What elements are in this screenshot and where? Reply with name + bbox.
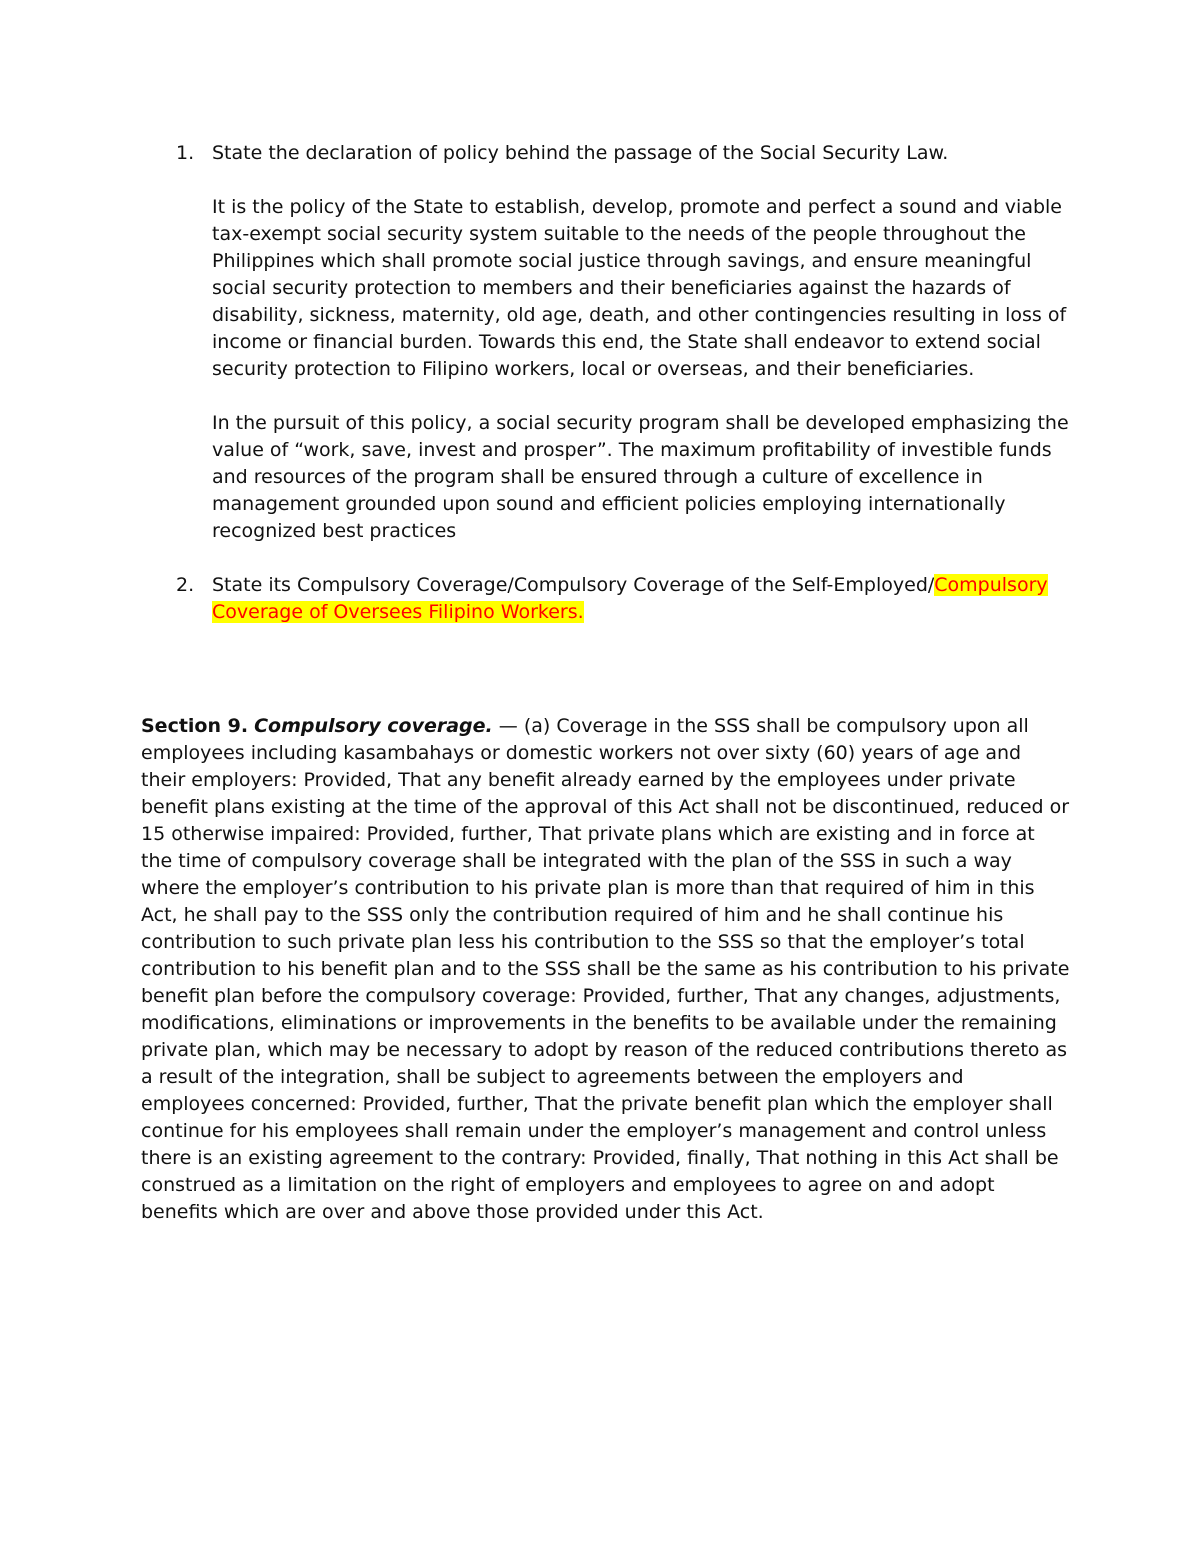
question-list	[141, 140, 1071, 626]
question-text: State the declaration of policy behind the passage of the Social Security Law.	[212, 142, 949, 164]
question-text	[212, 572, 1071, 626]
section-9-paragraph	[141, 713, 1071, 1226]
answer-paragraph: It is the policy of the State to establish, develop, promote and perfect a sound and viable tax-exempt social security system suitable to the needs of the people throughout the Philippines which shall promote social justice through savings, and ensure meaningful social security protection to members and their beneficiaries against the hazards of disability, sickness, maternity, old age, death, and other contingencies resulting in loss of income or financial burden. Towards this end, the State shall endeavor to extend social security protection to Filipino workers, local or overseas, and their beneficiaries.	[212, 196, 1067, 380]
question-item	[141, 140, 1071, 545]
highlighted-text: Compulsory Coverage of Oversees Filipino Workers.	[212, 574, 1048, 623]
list-number: 2.	[176, 574, 195, 596]
section-body: — (a) Coverage in the SSS shall be compulsory upon all employees including kasambahays or domestic workers not over sixty (60) years of age and their employers: Provided, That any benefit already earned by the employees under private benefit plans existing at the time of the approval of this Act shall not be discontinued, reduced or 15 otherwise impaired: Provided, further, That private plans which are existing and in force at the time of compulsory coverage shall be integrated with the plan of the SSS in such a way where the employer’s contribution to his private plan is more than that required of him in this Act, he shall pay to the SSS only the contribution required of him and he shall continue his contribution to such private plan less his contribution to the SSS so that the employer’s total contribution to his benefit plan and to the SSS shall be the same as his contribution to his private benefit plan before the compulsory coverage: Provided, further, That any changes, adjustments, modifications, eliminations or improvements in the benefits to be available under the remaining private plan, which may be necessary to adopt by reason of the reduced contributions thereto as a result of the integration, shall be subject to agreements between the employers and employees concerned: Provided, further, That the private benefit plan which the employer shall continue for his employees shall remain under the employer’s management and control unless there is an existing agreement to the contrary: Provided, finally, That nothing in this Act shall be construed as a limitation on the right of employers and employees to agree on and adopt benefits which are over and above those provided under this Act.	[141, 715, 1070, 1223]
section-title: Compulsory coverage.	[254, 715, 493, 737]
section-heading: Section 9.	[141, 715, 249, 737]
answer-paragraph: In the pursuit of this policy, a social security program shall be developed emphasizing the value of “work, save, invest and prosper”. The maximum profitability of investible funds and resources of the program shall be ensured through a culture of excellence in management grounded upon sound and efficient policies employing internationally recognized best practices	[212, 412, 1069, 542]
question-text-plain: State its Compulsory Coverage/Compulsory Coverage of the Self-Employed/	[212, 574, 935, 596]
question-item	[141, 572, 1071, 626]
list-number: 1.	[176, 142, 195, 164]
